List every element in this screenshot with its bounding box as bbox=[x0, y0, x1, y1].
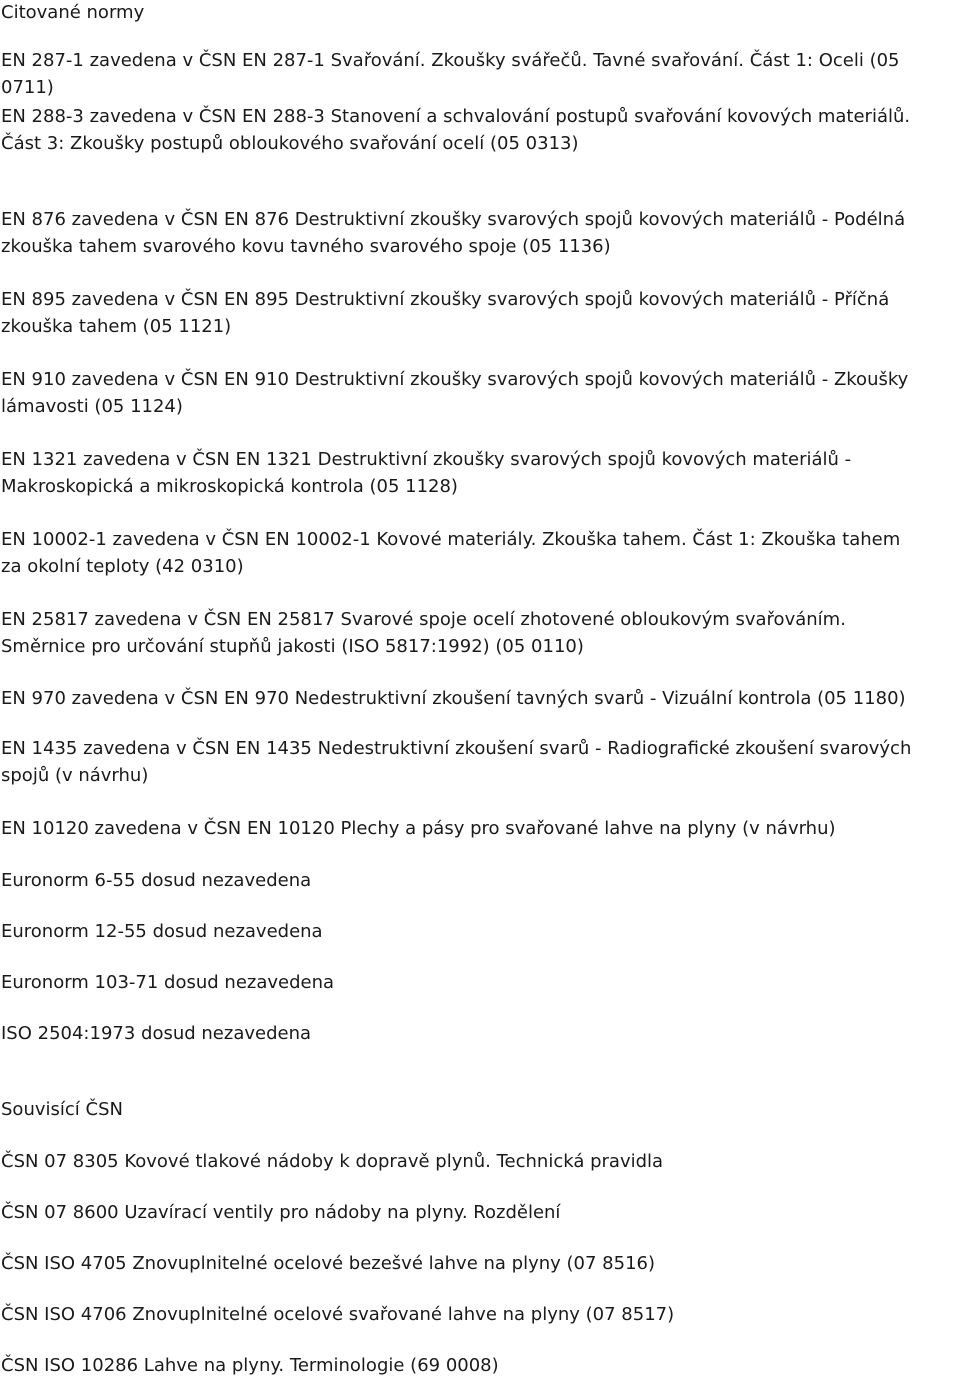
heading-cited-standards: Citované normy bbox=[1, 2, 145, 23]
citation-line: zkouška tahem svarového kovu tavného svarového spoje (05 1136) bbox=[1, 236, 611, 257]
citation-line: EN 10002-1 zavedena v ČSN EN 10002-1 Kovové materiály. Zkouška tahem. Část 1: Zkouška tahem bbox=[1, 529, 901, 550]
citation-line: Euronorm 12-55 dosud nezavedena bbox=[1, 921, 323, 942]
citation-line: 0711) bbox=[1, 77, 54, 98]
citation-line: Euronorm 103-71 dosud nezavedena bbox=[1, 972, 335, 993]
related-standard-line: ČSN 07 8600 Uzavírací ventily pro nádoby na plyny. Rozdělení bbox=[1, 1202, 561, 1223]
citation-line: EN 288-3 zavedena v ČSN EN 288-3 Stanovení a schvalování postupů svařování kovových materiálů. bbox=[1, 106, 911, 127]
citation-line: EN 1435 zavedena v ČSN EN 1435 Nedestruktivní zkoušení svarů - Radiografické zkoušení svarových bbox=[1, 738, 912, 759]
related-standard-line: ČSN ISO 10286 Lahve na plyny. Terminologie (69 0008) bbox=[1, 1355, 499, 1376]
citation-line: EN 1321 zavedena v ČSN EN 1321 Destruktivní zkoušky svarových spojů kovových materiálů - bbox=[1, 449, 852, 470]
citation-line: za okolní teploty (42 0310) bbox=[1, 556, 244, 577]
citation-line: lámavosti (05 1124) bbox=[1, 396, 183, 417]
citation-line: EN 10120 zavedena v ČSN EN 10120 Plechy a pásy pro svařované lahve na plyny (v návrhu) bbox=[1, 818, 836, 839]
citation-line: spojů (v návrhu) bbox=[1, 765, 149, 786]
citation-line: zkouška tahem (05 1121) bbox=[1, 316, 232, 337]
citation-line: EN 970 zavedena v ČSN EN 970 Nedestruktivní zkoušení tavných svarů - Vizuální kontrola (05 1180) bbox=[1, 688, 906, 709]
citation-line: EN 876 zavedena v ČSN EN 876 Destruktivní zkoušky svarových spojů kovových materiálů - Podélná bbox=[1, 209, 906, 230]
citation-line: EN 910 zavedena v ČSN EN 910 Destruktivní zkoušky svarových spojů kovových materiálů - Zkoušky bbox=[1, 369, 909, 390]
citation-line: Makroskopická a mikroskopická kontrola (05 1128) bbox=[1, 476, 458, 497]
related-standard-line: ČSN ISO 4706 Znovuplnitelné ocelové svařované lahve na plyny (07 8517) bbox=[1, 1304, 675, 1325]
citation-line: ISO 2504:1973 dosud nezavedena bbox=[1, 1023, 312, 1044]
citation-line: EN 287-1 zavedena v ČSN EN 287-1 Svařování. Zkoušky svářečů. Tavné svařování. Část 1: Oceli (05 bbox=[1, 50, 900, 71]
related-standard-line: ČSN 07 8305 Kovové tlakové nádoby k dopravě plynů. Technická pravidla bbox=[1, 1151, 664, 1172]
citation-line: Část 3: Zkoušky postupů obloukového svařování ocelí (05 0313) bbox=[1, 133, 579, 154]
heading-related-csn: Souvisící ČSN bbox=[1, 1099, 123, 1120]
citation-line: Euronorm 6-55 dosud nezavedena bbox=[1, 870, 312, 891]
citation-line: EN 25817 zavedena v ČSN EN 25817 Svarové spoje ocelí zhotovené obloukovým svařováním. bbox=[1, 609, 846, 630]
citation-line: EN 895 zavedena v ČSN EN 895 Destruktivní zkoušky svarových spojů kovových materiálů - Příčná bbox=[1, 289, 890, 310]
citation-line: Směrnice pro určování stupňů jakosti (ISO 5817:1992) (05 0110) bbox=[1, 636, 584, 657]
related-standard-line: ČSN ISO 4705 Znovuplnitelné ocelové bezešvé lahve na plyny (07 8516) bbox=[1, 1253, 656, 1274]
